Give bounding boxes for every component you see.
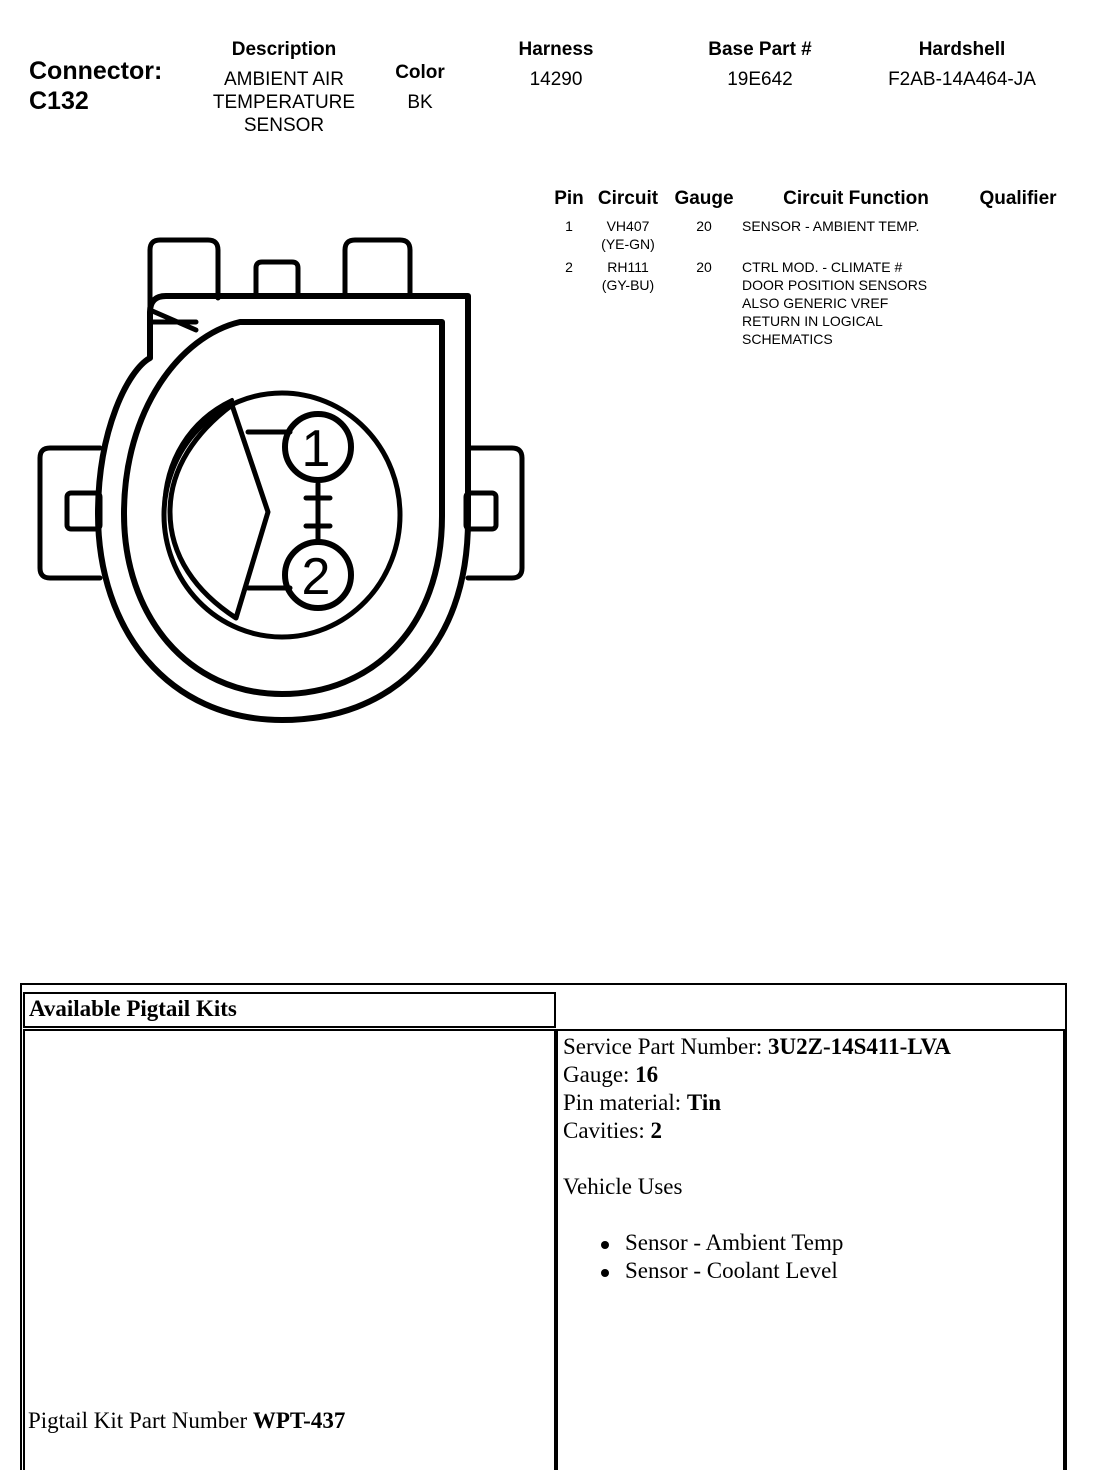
pin-material-value: Tin [686, 1090, 722, 1115]
cavities-line [563, 1117, 1058, 1145]
hardshell-header: Hardshell [918, 39, 1006, 60]
top-tabs [150, 240, 410, 318]
service-part-line [563, 1033, 1058, 1061]
cavities-value: 2 [650, 1118, 663, 1143]
circuit-color: (YE-GN) [601, 236, 655, 252]
pin-function [742, 258, 972, 348]
gauge-value: 16 [635, 1062, 659, 1087]
vehicle-uses-heading: Vehicle Uses [563, 1174, 683, 1199]
pin-function [742, 217, 972, 235]
base-part-value: 19E642 [727, 69, 793, 90]
pin-number: 1 [565, 218, 573, 234]
cavities-label: Cavities: [563, 1118, 651, 1143]
qualifier-column-header: Qualifier [979, 188, 1057, 209]
pigtail-title: Available Pigtail Kits [23, 992, 556, 1028]
pin-column-header: Pin [554, 188, 584, 209]
pin-gauge: 20 [696, 259, 712, 275]
pin-2-label: 2 [301, 548, 331, 606]
color-header: Color [395, 62, 445, 83]
pin-bridge [306, 484, 330, 540]
description-line: SENSOR [243, 115, 325, 136]
description-header: Description [231, 39, 337, 60]
vehicle-uses-list [599, 1229, 1058, 1285]
circuit-code: RH111 [607, 259, 649, 275]
pin-circuit [592, 217, 664, 253]
hardshell-value: F2AB-14A464-JA [888, 69, 1036, 90]
service-part-value: 3U2Z-14S411-LVA [768, 1034, 951, 1059]
pigtail-left-cell [23, 1029, 556, 1470]
function-line: SENSOR - AMBIENT TEMP. [742, 218, 920, 234]
pin-number: 2 [565, 259, 573, 275]
pin-gauge: 20 [696, 218, 712, 234]
circuit-code: VH407 [606, 218, 650, 234]
description-line: AMBIENT AIR [223, 69, 344, 90]
corner-notch [150, 310, 196, 330]
function-line: ALSO GENERIC VREF [742, 295, 889, 311]
circuit-column-header: Circuit [597, 188, 659, 209]
pin-material-label: Pin material: [563, 1090, 687, 1115]
color-value: BK [407, 92, 433, 113]
function-line: SCHEMATICS [742, 331, 833, 347]
right-top-tab [345, 240, 410, 296]
center-top-tab [256, 262, 298, 296]
harness-value: 14290 [529, 69, 583, 90]
connector-face-diagram [0, 0, 560, 760]
connector-title: Connector: [29, 57, 163, 85]
description-line: TEMPERATURE [212, 92, 356, 113]
pin-material-line [563, 1089, 1058, 1117]
left-top-tab [150, 240, 218, 318]
service-part-label: Service Part Number: [563, 1034, 769, 1059]
pigtail-kit-part [28, 1407, 345, 1435]
function-line: CTRL MOD. - CLIMATE # [742, 259, 903, 275]
pigtail-details [563, 1033, 1058, 1285]
gauge-column-header: Gauge [674, 188, 734, 209]
gauge-label: Gauge: [563, 1062, 636, 1087]
kit-part-label: Pigtail Kit Part Number [28, 1408, 253, 1433]
right-latch [466, 448, 522, 578]
pin-circuit [592, 258, 664, 294]
gauge-line [563, 1061, 1058, 1089]
base-part-header: Base Part # [708, 39, 812, 60]
outer-housing [98, 296, 468, 720]
left-latch [40, 448, 100, 578]
harness-header: Harness [518, 39, 594, 60]
list-item: Sensor - Ambient Temp [599, 1229, 1058, 1257]
list-item: Sensor - Coolant Level [599, 1257, 1058, 1285]
circuit-color: (GY-BU) [601, 277, 655, 293]
chevron-outline [164, 400, 232, 512]
function-line: RETURN IN LOGICAL [742, 313, 883, 329]
kit-part-value: WPT-437 [252, 1408, 346, 1433]
pin-1-label: 1 [301, 420, 331, 478]
function-line: DOOR POSITION SENSORS [742, 277, 928, 293]
function-column-header: Circuit Function [783, 188, 929, 209]
connector-id: C132 [29, 87, 89, 115]
